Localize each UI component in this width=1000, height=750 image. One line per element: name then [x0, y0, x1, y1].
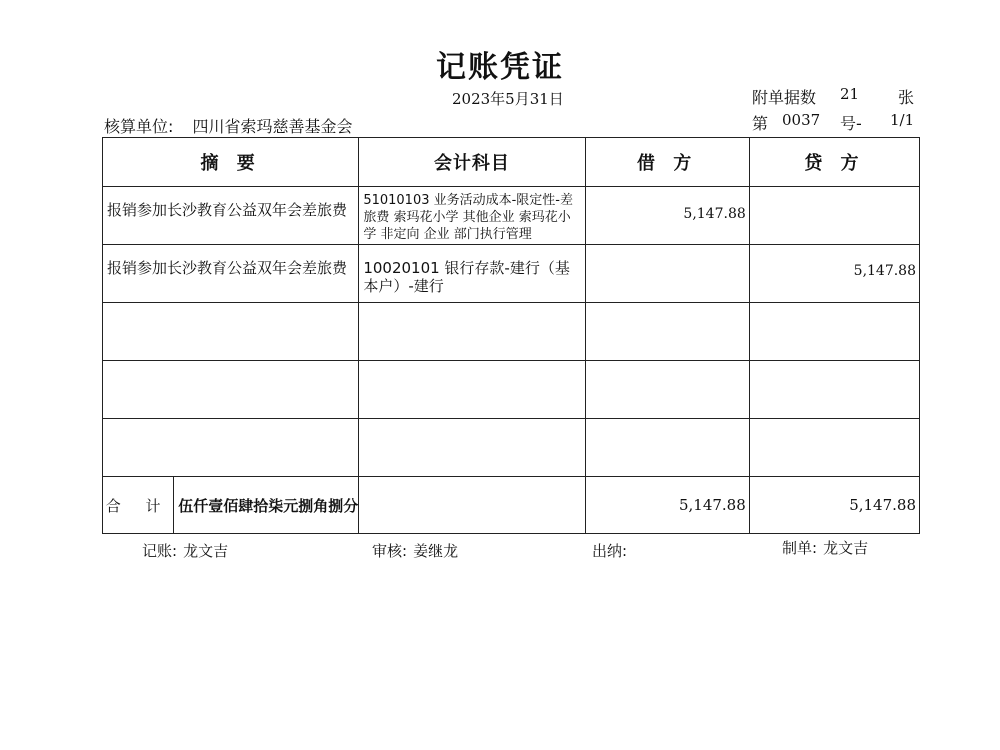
preparer-signature: [782, 537, 868, 558]
header-credit: 贷 方: [749, 138, 919, 187]
entry-debit: [586, 361, 749, 380]
header-summary: 摘 要: [103, 138, 359, 187]
reviewer-label: 审核:: [372, 542, 408, 560]
entry-debit: 5,147.88: [683, 206, 746, 222]
entry-credit: [750, 187, 919, 205]
preparer-label: 制单:: [782, 539, 818, 557]
entry-summary: 报销参加长沙教育公益双年会差旅费: [107, 201, 348, 219]
total-label: 合 计: [103, 477, 174, 533]
header-debit: 借 方: [585, 138, 749, 187]
total-debit: 5,147.88: [678, 496, 746, 514]
entry-summary: [103, 303, 358, 317]
entry-account: [359, 419, 584, 424]
attachments-unit: 张: [898, 88, 915, 107]
entry-account: [359, 303, 584, 308]
page-title: 记账凭证: [436, 50, 564, 85]
entry-credit: 5,147.88: [853, 263, 916, 279]
voucher-date: 2023年5月31日: [452, 90, 564, 108]
preparer-name: 龙文吉: [823, 539, 869, 557]
total-amount-in-words: 伍仟壹佰肆拾柒元捌角捌分: [178, 496, 359, 515]
entry-credit: [750, 419, 919, 437]
table-row: [103, 187, 920, 245]
table-row: [103, 419, 920, 477]
table-header-row: [103, 138, 920, 187]
reviewer-name: 姜继龙: [413, 542, 459, 560]
cashier-label: 出纳:: [592, 542, 628, 560]
voucher-page: 1/1: [890, 111, 915, 129]
entry-debit: [586, 245, 749, 264]
accounting-unit-label: 核算单位:: [104, 117, 174, 136]
entry-debit: [586, 419, 749, 438]
bookkeeper-label: 记账:: [142, 542, 178, 560]
voucher-table: [102, 137, 920, 534]
entry-account: [359, 361, 584, 366]
voucher-number-suffix: 号-: [840, 114, 862, 133]
entry-account: 10020101 银行存款-建行（基本户）-建行: [363, 259, 570, 295]
reviewer-signature: [372, 540, 458, 561]
entry-summary: [103, 361, 358, 375]
bookkeeper-name: 龙文吉: [183, 542, 229, 560]
table-row: [103, 245, 920, 303]
entry-credit: [750, 303, 919, 321]
entry-credit: [750, 361, 919, 379]
accounting-unit: [104, 114, 353, 137]
attachments-count: 21: [840, 85, 860, 103]
entry-debit: [586, 303, 749, 322]
entry-account: 51010103 业务活动成本-限定性-差旅费 索玛花小学 其他企业 索玛花小学 非定向 企业 部门执行管理: [363, 193, 573, 242]
table-row: [103, 303, 920, 361]
total-row: [103, 477, 920, 534]
accounting-unit-name: 四川省索玛慈善基金会: [192, 117, 353, 136]
attachments-label: 附单据数: [752, 88, 817, 107]
voucher-number-prefix: 第: [752, 114, 769, 133]
entry-summary: [103, 419, 358, 433]
table-row: [103, 361, 920, 419]
bookkeeper-signature: [142, 540, 228, 561]
total-credit: 5,147.88: [849, 496, 916, 514]
cashier-signature: [592, 540, 633, 561]
voucher-number-value: 0037: [782, 111, 821, 129]
header-account: 会计科目: [359, 138, 585, 187]
entry-summary: 报销参加长沙教育公益双年会差旅费: [107, 259, 348, 277]
